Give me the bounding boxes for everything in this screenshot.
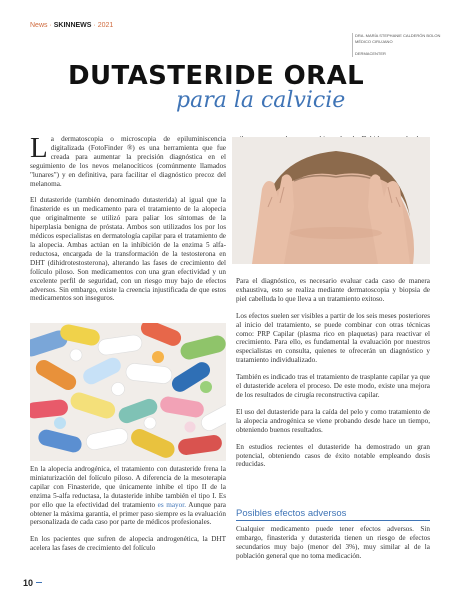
header-year: · 2021 <box>93 22 114 29</box>
page-header <box>30 22 113 29</box>
right-column-final <box>236 525 430 569</box>
paragraph-trasplante: También es indicado tras el tratamiento de trasplante capilar ya que el dutasteride acelera el proceso. De este modo, existe una mejora de los resultados de cirugía reconstructiva capilar. <box>236 373 430 399</box>
paragraph-diagnostico: Para el diagnóstico, es necesario evaluar cada caso de manera exhaustiva, esto se realiza mediante dermatoscopia y biopsia de piel cabelluda lo que lleva a un tratamiento exitoso. <box>236 277 430 303</box>
paragraph-dht: En los pacientes que sufren de alopecia androgenética, la DHT acelera las fases de crecimiento del folículo <box>30 535 226 553</box>
paragraph-estudios: En estudios recientes el dutasteride ha demostrado un gran potencial, obteniendo casos de éxito notable empleando dosis reducidas. <box>236 442 430 469</box>
pills-image <box>30 323 226 461</box>
paragraph-uso: El uso del dutasteride para la caída del pelo y como tratamiento de la alopecia androgénica se viene probando desde hace un tiempo, obteniendo buenos resultados. <box>236 407 430 434</box>
alopecia-text-b: Aunque para obtener la máxima garantía, el primer paso siempre es la evaluación personalizada de cada caso por parte de médicos profesionales. <box>30 500 227 527</box>
paragraph-dutasteride: El dutasteride (también denominado dutasterida) al igual que la finasteride es un medicamento para el tratamiento de la alopecia que originalmente se utilizó para paliar los síntomas de la hiperplasia benigna de próstata. Ambos son utilizados los por los médicos especialistas en dermatología capilar para el tratamiento de la alopecia. Ambas actúan en la inhibición de la enzima 5 alfa-reductosa, encargada de la transformación de la testosterona en DHT (dihidrotestosterona), alterando las fases de crecimiento del folículo piloso. Son medicamentos con una gran efectividad y un excelente perfil de seguridad, con un riesgo muy bajo de efectos adversos. Sin embargo, existe la creencia injustificada de que estos medicamentos son inseguros. <box>30 196 226 303</box>
author-name: DRA. MARÍA STEPHANIE CALDERÓN BOLON MÉDICO CIRUJANO <box>355 33 441 44</box>
right-column-bottom <box>236 277 430 477</box>
page-number-accent <box>36 582 42 583</box>
paragraph-alopecia <box>30 465 226 527</box>
hairline-photo <box>232 137 430 264</box>
article-title: DUTASTERIDE ORAL <box>68 61 365 91</box>
left-column-top <box>30 132 226 311</box>
paragraph-adverse: Cualquier medicamento puede tener efectos adversos. Sin embargo, finasterida y dutasterida tienen un riesgo de efectos secundarios muy bajo (menor del 3%), muy similar al de la población general que no toma medicación. <box>236 525 430 560</box>
left-column-bottom <box>30 465 226 561</box>
page-number: 10 <box>23 578 34 588</box>
section-divider <box>236 520 430 521</box>
intro-paragraph <box>30 132 226 188</box>
paragraph-efectos: Los efectos suelen ser visibles a partir de los seis meses posteriores al inicio del tratamiento, se puede combinar con otras técnicas como: PRP Capilar (plasma rico en plaquetas) para reactivar el crecimiento. Para ello, es fundamental la evaluación por nuestros especialistas en consulta, quienes te ofrecerán un diagnóstico y tratamiento individualizado. <box>236 311 430 365</box>
article-subtitle: para la calvicie <box>176 88 346 113</box>
highlight-text: es mayor. <box>157 500 187 509</box>
intro-text: a dermatoscopia o microscopia de epiluminiscencia digitalizada (FotoFinder ®) es una herramienta que fue creada para aumentar la precisión diagnóstica en el seguimiento de los nevos melanocíticos (comúnmente llamados "lunares") y en definitiva, para facilitar el diagnóstico precoz del melanoma. <box>30 135 226 188</box>
author-institution: DERMACENTER <box>355 51 386 56</box>
alopecia-text-a: En la alopecia androgénica, el tratamiento con dutasteride frena la miniaturización del folículo piloso. A diferencia de la mesoterapia capilar con Finasteride, que únicamente inhibe el tipo II de la enzima 5-alfa reductasa, la dutasteride inhibe también el tipo I. Es por ello que la efectividad del tratamiento <box>30 465 226 509</box>
header-section: News · <box>30 22 52 29</box>
author-credit <box>352 33 452 57</box>
hairline-image <box>232 137 430 264</box>
header-brand: SKINNEWS <box>53 22 92 29</box>
section-heading-adverse-effects: Posibles efectos adversos <box>236 508 347 519</box>
pills-photo <box>30 323 226 461</box>
drop-cap: L <box>30 132 48 164</box>
